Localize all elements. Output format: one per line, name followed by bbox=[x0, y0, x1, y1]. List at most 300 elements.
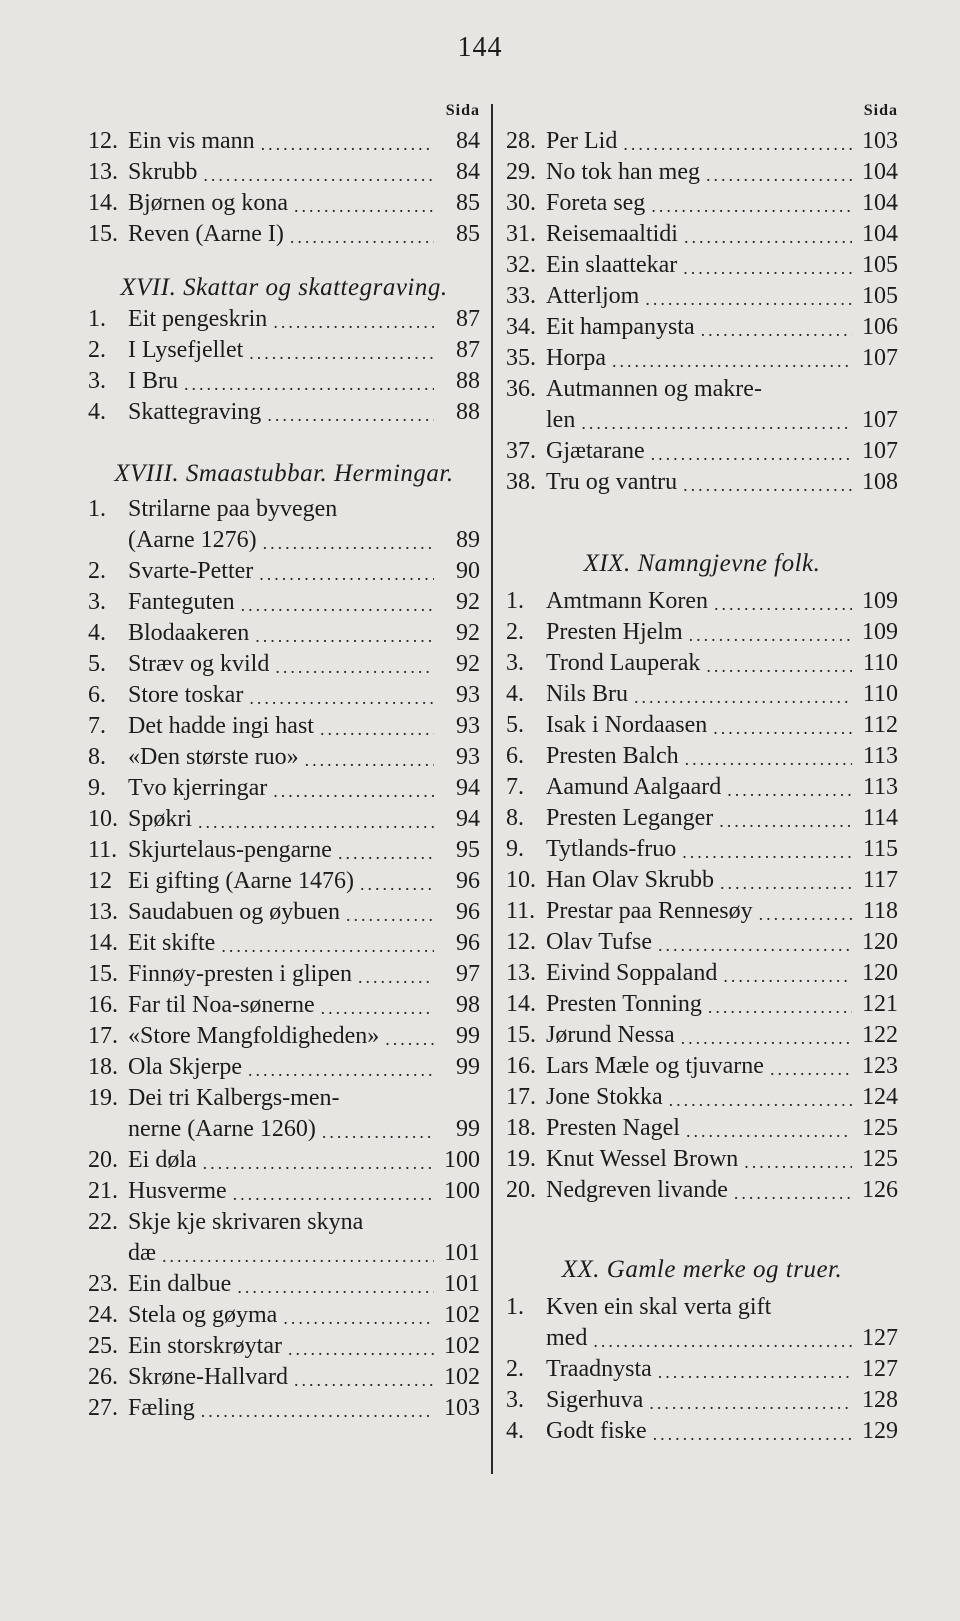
entry-page: 126 bbox=[862, 1177, 898, 1203]
left-group-3c bbox=[88, 1269, 480, 1424]
entry-number: 28. bbox=[506, 128, 536, 154]
entry-page: 121 bbox=[862, 991, 898, 1017]
entry-page: 103 bbox=[862, 128, 898, 154]
entry-title: I Bru bbox=[128, 368, 178, 394]
leader-dots bbox=[294, 1367, 434, 1393]
toc-entry bbox=[88, 335, 480, 366]
right-group-1b bbox=[506, 436, 898, 498]
entry-number: 15. bbox=[88, 961, 118, 987]
entry-number: 29. bbox=[506, 159, 536, 185]
entry-page: 100 bbox=[444, 1147, 480, 1173]
entry-number: 15. bbox=[506, 1022, 536, 1048]
entry-title: «Store Mangfoldigheden» bbox=[128, 1023, 380, 1049]
leader-dots bbox=[385, 1026, 434, 1052]
entry-number: 2. bbox=[88, 558, 106, 584]
entry-page: 114 bbox=[862, 805, 898, 831]
leader-dots bbox=[651, 441, 852, 467]
entry-title: Skrøne-Hallvard bbox=[128, 1364, 288, 1390]
entry-page: 85 bbox=[456, 190, 480, 216]
entry-page: 97 bbox=[456, 961, 480, 987]
leader-dots bbox=[184, 371, 434, 397]
toc-entry bbox=[506, 343, 898, 374]
entry-page: 117 bbox=[862, 867, 898, 893]
entry-page: 96 bbox=[456, 868, 480, 894]
entry-page: 104 bbox=[862, 190, 898, 216]
entry-title: Presten Tonning bbox=[546, 991, 702, 1017]
entry-title: Knut Wessel Brown bbox=[546, 1146, 739, 1172]
entry-number: 19. bbox=[506, 1146, 536, 1172]
entry-title: Autmannen og makre- bbox=[546, 376, 762, 402]
entry-title: Kven ein skal verta gift bbox=[546, 1294, 772, 1320]
left-group-3 bbox=[88, 556, 480, 1083]
leader-dots bbox=[203, 162, 434, 188]
toc-entry bbox=[88, 990, 480, 1021]
leader-dots bbox=[651, 193, 852, 219]
leader-dots bbox=[714, 591, 852, 617]
entry-number: 25. bbox=[88, 1333, 118, 1359]
entry-number: 4. bbox=[88, 399, 106, 425]
entry-page: 93 bbox=[456, 713, 480, 739]
toc-entry bbox=[506, 467, 898, 498]
leader-dots bbox=[346, 902, 434, 928]
entry-title: No tok han meg bbox=[546, 159, 700, 185]
toc-entry bbox=[506, 927, 898, 958]
leader-dots bbox=[288, 1336, 434, 1362]
entry-title: Ola Skjerpe bbox=[128, 1054, 242, 1080]
entry-number: 18. bbox=[88, 1054, 118, 1080]
entry-title: Isak i Nordaasen bbox=[546, 712, 708, 738]
entry-number: 3. bbox=[506, 1387, 524, 1413]
entry-page: 110 bbox=[862, 681, 898, 707]
entry-number: 19. bbox=[88, 1085, 118, 1111]
entry-page: 103 bbox=[444, 1395, 480, 1421]
leader-dots bbox=[706, 653, 852, 679]
entry-page: 87 bbox=[456, 306, 480, 332]
entry-number: 16. bbox=[88, 992, 118, 1018]
toc-entry bbox=[88, 556, 480, 587]
toc-entry bbox=[88, 366, 480, 397]
section-heading-xix: XIX. Namngjevne folk. bbox=[583, 550, 821, 577]
leader-dots bbox=[233, 1181, 434, 1207]
entry-title: Reven (Aarne I) bbox=[128, 221, 284, 247]
entry-title: Tru og vantru bbox=[546, 469, 678, 495]
entry-number: 4. bbox=[88, 620, 106, 646]
entry-page: 92 bbox=[456, 589, 480, 615]
entry-title: Stela og gøyma bbox=[128, 1302, 278, 1328]
entry-title: Skrubb bbox=[128, 159, 198, 185]
toc-entry bbox=[88, 1052, 480, 1083]
leader-dots bbox=[593, 1328, 852, 1354]
entry-page: 122 bbox=[862, 1022, 898, 1048]
entry-page: 90 bbox=[456, 558, 480, 584]
toc-entry bbox=[88, 1393, 480, 1424]
entry-page: 125 bbox=[862, 1115, 898, 1141]
entry-title: Amtmann Koren bbox=[546, 588, 708, 614]
entry-number: 38. bbox=[506, 469, 536, 495]
entry-title: Tytlands-fruo bbox=[546, 836, 677, 862]
leader-dots bbox=[720, 870, 852, 896]
entry-title: Ein storskrøytar bbox=[128, 1333, 282, 1359]
entry-number: 11. bbox=[88, 837, 118, 863]
toc-entry bbox=[506, 436, 898, 467]
toc-entry bbox=[506, 772, 898, 803]
entry-number: 4. bbox=[506, 681, 524, 707]
toc-entry bbox=[506, 1051, 898, 1082]
entry-number: 9. bbox=[88, 775, 106, 801]
toc-entry bbox=[88, 928, 480, 959]
sida-label: Sida bbox=[863, 102, 898, 119]
entry-page: 96 bbox=[456, 899, 480, 925]
entry-page: 113 bbox=[862, 774, 898, 800]
toc-entry bbox=[506, 157, 898, 188]
entry-page: 94 bbox=[456, 775, 480, 801]
entry-title: Fanteguten bbox=[128, 589, 235, 615]
entry-page: 107 bbox=[862, 438, 898, 464]
entry-page: 87 bbox=[456, 337, 480, 363]
toc-entry bbox=[88, 126, 480, 157]
toc-entry bbox=[88, 1021, 480, 1052]
leader-dots bbox=[649, 1390, 852, 1416]
entry-number: 6. bbox=[88, 682, 106, 708]
entry-number: 20. bbox=[88, 1147, 118, 1173]
toc-entry bbox=[88, 649, 480, 680]
entry-number: 16. bbox=[506, 1053, 536, 1079]
entry-title: Nedgreven livande bbox=[546, 1177, 728, 1203]
toc-entry bbox=[88, 742, 480, 773]
entry-title: Godt fiske bbox=[546, 1418, 647, 1444]
toc-entry bbox=[88, 618, 480, 649]
leader-dots bbox=[701, 317, 852, 343]
leader-dots bbox=[634, 684, 852, 710]
section-heading-xviii: XVIII. Smaastubbar. Hermingar. bbox=[114, 460, 454, 487]
entry-number: 34. bbox=[506, 314, 536, 340]
entry-number: 1. bbox=[88, 496, 106, 522]
entry-title: Han Olav Skrubb bbox=[546, 867, 714, 893]
leader-dots bbox=[681, 1025, 852, 1051]
leader-dots bbox=[682, 839, 852, 865]
entry-title: Trond Lauperak bbox=[546, 650, 701, 676]
leader-dots bbox=[612, 348, 852, 374]
entry-number: 23. bbox=[88, 1271, 118, 1297]
entry-page: 109 bbox=[862, 588, 898, 614]
toc-entry bbox=[506, 958, 898, 989]
right-group-2 bbox=[506, 586, 898, 1206]
column-divider bbox=[491, 104, 493, 1474]
entry-number: 17. bbox=[88, 1023, 118, 1049]
entry-page: 108 bbox=[862, 469, 898, 495]
entry-number: 10. bbox=[88, 806, 118, 832]
entry-title: Bjørnen og kona bbox=[128, 190, 288, 216]
toc-entry bbox=[88, 157, 480, 188]
toc-entry bbox=[506, 312, 898, 343]
leader-dots bbox=[689, 622, 852, 648]
leader-dots bbox=[294, 193, 434, 219]
entry-number: 2. bbox=[88, 337, 106, 363]
leader-dots bbox=[290, 224, 434, 250]
entry-page: 125 bbox=[862, 1146, 898, 1172]
leader-dots bbox=[255, 623, 434, 649]
entry-number: 30. bbox=[506, 190, 536, 216]
entry-title: Per Lid bbox=[546, 128, 618, 154]
toc-entry bbox=[506, 834, 898, 865]
leader-dots bbox=[669, 1087, 852, 1113]
toc-entry bbox=[88, 188, 480, 219]
entry-page: 94 bbox=[456, 806, 480, 832]
toc-entry bbox=[506, 281, 898, 312]
leader-dots bbox=[322, 1119, 434, 1145]
leader-dots bbox=[275, 654, 434, 680]
leader-dots bbox=[686, 1118, 852, 1144]
entry-title: Spøkri bbox=[128, 806, 193, 832]
leader-dots bbox=[237, 1274, 434, 1300]
entry-title: Blodaakeren bbox=[128, 620, 250, 646]
entry-title: Fæling bbox=[128, 1395, 195, 1421]
entry-page: 102 bbox=[444, 1302, 480, 1328]
entry-page: 84 bbox=[456, 159, 480, 185]
toc-entry bbox=[88, 866, 480, 897]
entry-page: 92 bbox=[456, 651, 480, 677]
toc-entry bbox=[506, 989, 898, 1020]
toc-entry bbox=[88, 304, 480, 335]
entry-title: Presten Nagel bbox=[546, 1115, 680, 1141]
entry-title: Presten Balch bbox=[546, 743, 679, 769]
leader-dots bbox=[658, 932, 852, 958]
entry-number: 13. bbox=[506, 960, 536, 986]
toc-entry bbox=[88, 680, 480, 711]
entry-title-continued: (Aarne 1276) bbox=[128, 527, 257, 553]
leader-dots bbox=[684, 224, 852, 250]
entry-title: Tvo kjerringar bbox=[128, 775, 268, 801]
entry-title: Dei tri Kalbergs-men- bbox=[128, 1085, 340, 1111]
toc-entry bbox=[88, 1145, 480, 1176]
toc-entry bbox=[88, 835, 480, 866]
entry-title: Jørund Nessa bbox=[546, 1022, 675, 1048]
entry-page: 120 bbox=[862, 960, 898, 986]
entry-title: Strilarne paa byvegen bbox=[128, 496, 338, 522]
entry-number: 1. bbox=[88, 306, 106, 332]
leader-dots bbox=[249, 685, 434, 711]
entry-page: 118 bbox=[862, 898, 898, 924]
toc-entry bbox=[506, 1416, 898, 1447]
entry-title: Skje kje skrivaren skyna bbox=[128, 1209, 364, 1235]
leader-dots bbox=[305, 747, 434, 773]
toc-entry bbox=[88, 804, 480, 835]
toc-entry bbox=[506, 1113, 898, 1144]
leader-dots bbox=[263, 530, 434, 556]
entry-number: 26. bbox=[88, 1364, 118, 1390]
entry-number: 8. bbox=[88, 744, 106, 770]
entry-page: 102 bbox=[444, 1333, 480, 1359]
entry-page: 107 bbox=[862, 345, 898, 371]
entry-number: 5. bbox=[506, 712, 524, 738]
toc-entry-multiline bbox=[88, 1083, 480, 1145]
entry-title: Lars Mæle og tjuvarne bbox=[546, 1053, 764, 1079]
entry-page: 109 bbox=[862, 619, 898, 645]
page-number: 144 bbox=[457, 32, 503, 63]
entry-number: 14. bbox=[506, 991, 536, 1017]
entry-title-continued: med bbox=[546, 1325, 588, 1351]
entry-page: 99 bbox=[456, 1023, 480, 1049]
entry-number: 33. bbox=[506, 283, 536, 309]
toc-entry bbox=[506, 741, 898, 772]
right-group-1 bbox=[506, 126, 898, 374]
entry-page: 93 bbox=[456, 682, 480, 708]
entry-title: Eit hampanysta bbox=[546, 314, 695, 340]
toc-entry bbox=[506, 1385, 898, 1416]
leader-dots bbox=[248, 1057, 434, 1083]
entry-title: Husverme bbox=[128, 1178, 227, 1204]
toc-entry bbox=[506, 1020, 898, 1051]
toc-entry-multiline bbox=[88, 1207, 480, 1269]
entry-page: 129 bbox=[862, 1418, 898, 1444]
entry-number: 15. bbox=[88, 221, 118, 247]
leader-dots bbox=[683, 255, 852, 281]
entry-title: «Den største ruo» bbox=[128, 744, 299, 770]
toc-entry bbox=[88, 773, 480, 804]
left-column bbox=[88, 100, 480, 1424]
entry-title: Skattegraving bbox=[128, 399, 262, 425]
entry-page: 93 bbox=[456, 744, 480, 770]
entry-page: 115 bbox=[862, 836, 898, 862]
entry-title: Nils Bru bbox=[546, 681, 629, 707]
entry-number: 11. bbox=[506, 898, 536, 924]
toc-entry bbox=[506, 648, 898, 679]
right-group-3 bbox=[506, 1354, 898, 1447]
leader-dots bbox=[719, 808, 852, 834]
entry-page: 105 bbox=[862, 252, 898, 278]
entry-page: 99 bbox=[456, 1116, 480, 1142]
entry-number: 18. bbox=[506, 1115, 536, 1141]
entry-number: 35. bbox=[506, 345, 536, 371]
leader-dots bbox=[241, 592, 434, 618]
entry-number: 22. bbox=[88, 1209, 118, 1235]
entry-page: 96 bbox=[456, 930, 480, 956]
entry-title: Svarte-Petter bbox=[128, 558, 254, 584]
entry-title: Saudabuen og øybuen bbox=[128, 899, 340, 925]
entry-number: 3. bbox=[88, 368, 106, 394]
entry-title-continued: dæ bbox=[128, 1240, 157, 1266]
entry-number: 14. bbox=[88, 930, 118, 956]
entry-number: 12. bbox=[88, 128, 118, 154]
leader-dots bbox=[653, 1421, 852, 1447]
entry-title: Det hadde ingi hast bbox=[128, 713, 314, 739]
toc-entry bbox=[506, 710, 898, 741]
leader-dots bbox=[770, 1056, 852, 1082]
entry-title: Skjurtelaus-pengarne bbox=[128, 837, 332, 863]
toc-entry bbox=[88, 1331, 480, 1362]
leader-dots bbox=[360, 871, 434, 897]
entry-title: Prestar paa Rennesøy bbox=[546, 898, 753, 924]
toc-entry bbox=[506, 1354, 898, 1385]
entry-number: 8. bbox=[506, 805, 524, 831]
section-heading-xx: XX. Gamle merke og truer. bbox=[561, 1256, 843, 1283]
leader-dots bbox=[320, 716, 434, 742]
entry-page: 99 bbox=[456, 1054, 480, 1080]
toc-entry-multiline bbox=[506, 1292, 898, 1354]
toc-entry bbox=[506, 803, 898, 834]
entry-page: 89 bbox=[456, 527, 480, 553]
entry-number: 24. bbox=[88, 1302, 118, 1328]
entry-page: 85 bbox=[456, 221, 480, 247]
entry-page: 128 bbox=[862, 1387, 898, 1413]
toc-entry bbox=[506, 865, 898, 896]
entry-number: 3. bbox=[88, 589, 106, 615]
leader-dots bbox=[249, 340, 434, 366]
toc-entry bbox=[88, 959, 480, 990]
entry-title-continued: len bbox=[546, 407, 576, 433]
entry-title: Finnøy-presten i glipen bbox=[128, 961, 352, 987]
entry-number: 20. bbox=[506, 1177, 536, 1203]
leader-dots bbox=[201, 1398, 434, 1424]
entry-page: 107 bbox=[862, 407, 898, 433]
entry-number: 6. bbox=[506, 743, 524, 769]
toc-entry bbox=[88, 897, 480, 928]
entry-number: 32. bbox=[506, 252, 536, 278]
entry-title: Ein slaattekar bbox=[546, 252, 678, 278]
toc-entry bbox=[506, 250, 898, 281]
entry-title: Stræv og kvild bbox=[128, 651, 270, 677]
entry-page: 88 bbox=[456, 399, 480, 425]
entry-title: Eivind Soppaland bbox=[546, 960, 718, 986]
leader-dots bbox=[283, 1305, 434, 1331]
entry-number: 17. bbox=[506, 1084, 536, 1110]
entry-number: 4. bbox=[506, 1418, 524, 1444]
entry-number: 10. bbox=[506, 867, 536, 893]
entry-number: 1. bbox=[506, 588, 524, 614]
entry-number: 37. bbox=[506, 438, 536, 464]
leader-dots bbox=[581, 410, 852, 436]
right-column bbox=[506, 100, 898, 1447]
leader-dots bbox=[273, 309, 434, 335]
toc-entry bbox=[88, 397, 480, 428]
entry-page: 98 bbox=[456, 992, 480, 1018]
section-heading-xvii: XVII. Skattar og skattegraving. bbox=[120, 274, 448, 301]
entry-title: Ein vis mann bbox=[128, 128, 255, 154]
toc-entry bbox=[88, 219, 480, 250]
entry-number: 13. bbox=[88, 899, 118, 925]
entry-title: Ei døla bbox=[128, 1147, 197, 1173]
entry-number: 31. bbox=[506, 221, 536, 247]
toc-entry bbox=[88, 1362, 480, 1393]
entry-number: 2. bbox=[506, 619, 524, 645]
leader-dots bbox=[727, 777, 852, 803]
leader-dots bbox=[713, 715, 852, 741]
entry-title: Jone Stokka bbox=[546, 1084, 663, 1110]
entry-page: 104 bbox=[862, 221, 898, 247]
leader-dots bbox=[723, 963, 852, 989]
entry-title: Reisemaaltidi bbox=[546, 221, 678, 247]
leader-dots bbox=[706, 162, 852, 188]
toc-entry bbox=[506, 188, 898, 219]
entry-title: Atterljom bbox=[546, 283, 640, 309]
toc-entry bbox=[88, 1300, 480, 1331]
leader-dots bbox=[744, 1149, 852, 1175]
leader-dots bbox=[658, 1359, 852, 1385]
leader-dots bbox=[645, 286, 852, 312]
leader-dots bbox=[623, 131, 852, 157]
entry-page: 84 bbox=[456, 128, 480, 154]
leader-dots bbox=[759, 901, 852, 927]
leader-dots bbox=[162, 1243, 434, 1269]
entry-title: Ei gifting (Aarne 1476) bbox=[128, 868, 354, 894]
toc-entry bbox=[506, 896, 898, 927]
entry-number: 2. bbox=[506, 1356, 524, 1382]
leader-dots bbox=[221, 933, 434, 959]
leader-dots bbox=[321, 995, 434, 1021]
toc-entry bbox=[506, 1082, 898, 1113]
entry-number: 12 bbox=[88, 868, 112, 894]
leader-dots bbox=[338, 840, 434, 866]
